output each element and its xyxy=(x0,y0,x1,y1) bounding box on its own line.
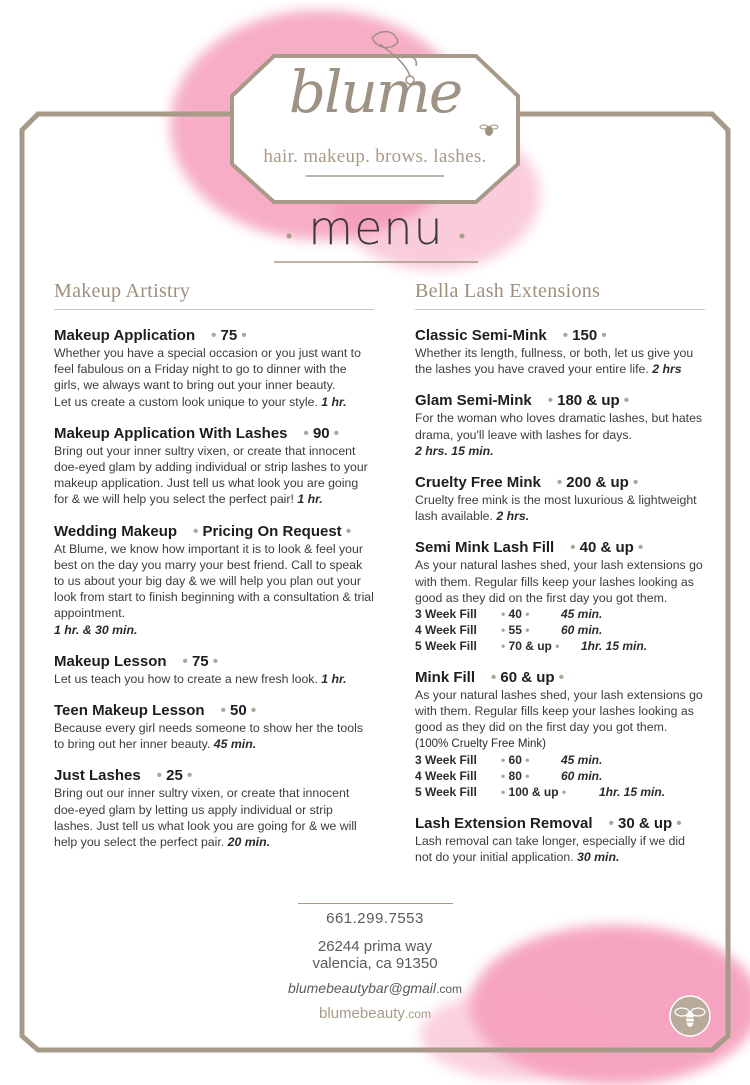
service-price: 150 xyxy=(572,327,598,344)
fill-row: 5 Week Fill • 70 & up • 1hr. 15 min. xyxy=(415,639,648,654)
service-description: Cruelty free mink is the most luxurious & lightweight lash available. xyxy=(415,493,697,524)
service-duration: 45 min. xyxy=(213,737,257,752)
email-user: blumebeautybar@gmail xyxy=(287,980,437,996)
service-name: Makeup Application xyxy=(54,327,196,344)
fill-row: 3 Week Fill • 40 • 45 min. xyxy=(415,607,603,622)
bella-lash-column xyxy=(415,280,705,879)
service-item: Classic Semi-Mink • 150 • Whether its length, fullness, or both, let us give you the lashes you have craved your entire life. 2 hrs xyxy=(415,327,694,377)
service-description: Bring out our inner sultry vixen, or create that innocent doe-eyed glam by letting us apply individual or strip lashes. Just tell us what look you are going for & we will help you select the perfect pair. xyxy=(54,786,357,850)
fill-price: 55 xyxy=(508,623,522,638)
section-heading-lash: Bella Lash Extensions xyxy=(415,280,705,310)
service-price: 50 xyxy=(230,702,247,720)
address-line-1: 26244 prima way xyxy=(317,938,433,955)
service-description: Whether you have a special occasion or you just want to feel fabulous on a Friday night to go to dinner with the girls, we always want to bring out your inner beauty. xyxy=(54,346,361,393)
service-name: Makeup Application With Lashes xyxy=(54,424,288,442)
service-item: Just Lashes • 25 • Bring out our inner sultry vixen, or create that innocent doe-eyed glam by letting us apply individual or strip lashes. Just tell us what look you are going for & we will help you select the perfect pair. 20 min. xyxy=(54,767,357,850)
service-item: Lash Extension Removal • 30 & up • Lash removal can take longer, especially if we did not do your initial application. 30 min. xyxy=(415,814,685,864)
service-item: Cruelty Free Mink • 200 & up • Cruelty free mink is the most luxurious & lightweight lash available. 2 hrs. xyxy=(415,474,697,524)
fill-label: 3 Week Fill xyxy=(415,607,477,622)
service-price: 25 xyxy=(166,767,183,785)
service-item: Mink Fill • 60 & up • As your natural lashes shed, your lash extensions go with them. Regular fills keep your lashes looking as good as they did on the first day you got them. (100% Cruelty Free Mink) 3 Week Fill • 60 • 45 min. 4 Week Fill • 80 • 60 min. 5 Week Fill • 100 & up • 1hr. 15 min. xyxy=(415,668,705,800)
service-duration: 1 hr. xyxy=(297,492,323,507)
fill-label: 4 Week Fill xyxy=(415,768,477,783)
fill-time: 1hr. 15 min. xyxy=(581,639,648,654)
address xyxy=(250,938,500,972)
service-description: At Blume, we know how important it is to look & feel your best on the day you marry your best friend. Call to speak to us about your big day & we will help you plan out your look from start to finish beginning with a consultation & trial appointment. xyxy=(54,541,374,621)
service-description: Bring out your inner sultry vixen, or create that innocent doe-eyed glam by adding individual or strip lashes to your makeup application. Just tell us what look you are going for & we will help you select the perfect pair! xyxy=(54,443,368,507)
contact-divider xyxy=(298,903,453,904)
service-price: Pricing On Request xyxy=(202,522,342,540)
fill-time: 1hr. 15 min. xyxy=(599,784,666,799)
service-description: Whether its length, fullness, or both, let us give you the lashes you have craved your entire life. xyxy=(415,346,694,377)
service-price: 40 & up xyxy=(579,539,634,557)
service-duration: 2 hrs xyxy=(652,362,682,377)
service-price: 200 & up xyxy=(566,474,629,492)
website-name: blumebeauty xyxy=(319,1005,405,1022)
service-duration: 1 hr. xyxy=(321,394,347,409)
fill-label: 3 Week Fill xyxy=(415,752,477,767)
fill-time: 60 min. xyxy=(561,768,603,783)
service-item: Glam Semi-Mink • 180 & up • For the woman who loves dramatic lashes, but hates drama, you'll leave with lashes for days. 2 hrs. 15 min. xyxy=(415,392,703,458)
service-price: 75 xyxy=(191,652,209,670)
service-duration: 30 min. xyxy=(577,849,620,864)
service-price: 30 & up xyxy=(617,814,673,832)
service-name: Glam Semi-Mink xyxy=(415,392,532,410)
service-name: Wedding Makeup xyxy=(54,522,178,540)
fill-label: 5 Week Fill xyxy=(415,784,477,799)
address-line-2: valencia, ca 91350 xyxy=(312,955,438,972)
website-domain: .com xyxy=(404,1007,431,1021)
fill-time: 45 min. xyxy=(561,607,603,622)
service-note: Let us create a custom look unique to your style. xyxy=(54,394,318,409)
service-name: Mink Fill xyxy=(415,669,475,687)
service-description: For the woman who loves dramatic lashes, but hates drama, you'll leave with lashes for days. xyxy=(415,411,703,442)
service-name: Semi Mink Lash Fill xyxy=(415,539,555,557)
fill-price: 70 & up xyxy=(508,639,552,654)
service-description: As your natural lashes shed, your lash extensions go with them. Regular fills keep your lashes looking as good as they did on the first day you got them. xyxy=(415,688,703,735)
fill-time: 60 min. xyxy=(561,623,603,638)
service-name: Makeup Lesson xyxy=(54,652,167,670)
service-note: (100% Cruelty Free Mink) xyxy=(415,737,547,750)
fill-row: 4 Week Fill • 55 • 60 min. xyxy=(415,623,603,638)
service-description: Let us teach you how to create a new fresh look. xyxy=(54,671,318,686)
fill-price: 80 xyxy=(508,768,522,783)
logo-text: blume xyxy=(288,58,462,126)
fill-price: 100 & up xyxy=(508,784,559,799)
fill-price: 40 xyxy=(508,607,522,622)
service-duration: 2 hrs. 15 min. xyxy=(415,443,494,458)
email-domain: .com xyxy=(436,982,463,996)
service-item: Makeup Application With Lashes • 90 • Bring out your inner sultry vixen, or create that innocent doe-eyed glam by adding individual or strip lashes to your makeup application. Just tell us what look you are going for & we will help you select the perfect pair! 1 hr. xyxy=(54,424,368,507)
tagline: hair. makeup. brows. lashes. xyxy=(263,146,487,167)
section-heading-makeup: Makeup Artistry xyxy=(54,280,374,310)
service-price: 75 xyxy=(220,327,238,344)
service-price: 60 & up xyxy=(500,669,555,687)
service-item: Makeup Lesson • 75 • Let us teach you how to create a new fresh look. 1 hr. xyxy=(54,652,347,686)
service-item: Semi Mink Lash Fill • 40 & up • As your natural lashes shed, your lash extensions go with them. Regular fills keep your lashes looking as good as they did on the first day you got them. 3 Week Fill • 40 • 45 min. 4 Week Fill • 55 • 60 min. 5 Week Fill • 70 & up • 1hr. 15 min. xyxy=(415,538,705,654)
fill-row: 4 Week Fill • 80 • 60 min. xyxy=(415,768,603,783)
page-title: menu xyxy=(308,201,444,255)
service-price: 90 xyxy=(312,424,330,442)
service-duration: 1 hr. xyxy=(321,671,347,686)
fill-time: 45 min. xyxy=(561,752,603,767)
service-description: Lash removal can take longer, especially if we did not do your initial application. xyxy=(415,833,685,864)
bee-icon xyxy=(668,994,712,1038)
service-description: As your natural lashes shed, your lash extensions go with them. Regular fills keep your lashes looking as good as they did on the first day you got them. xyxy=(415,558,703,605)
service-description: Because every girl needs someone to show her the tools to bring out her inner beauty. xyxy=(54,721,363,752)
service-price: 180 & up xyxy=(557,392,620,410)
phone-number[interactable]: 661.299.7553 xyxy=(326,910,424,927)
service-name: Cruelty Free Mink xyxy=(415,474,541,492)
fill-price: 60 xyxy=(508,752,522,767)
service-name: Lash Extension Removal xyxy=(415,814,593,832)
fill-row: 3 Week Fill • 60 • 45 min. xyxy=(415,752,603,767)
fill-label: 4 Week Fill xyxy=(415,623,477,638)
service-name: Just Lashes xyxy=(54,767,141,785)
service-duration: 1 hr. & 30 min. xyxy=(54,622,138,637)
service-item: Wedding Makeup • Pricing On Request • At Blume, we know how important it is to look & feel your best on the day you marry your best friend. Call to speak to us about your big day & we will help you plan out your look from start to finish beginning with a consultation & trial appointment. 1 hr. & 30 min. xyxy=(54,522,374,637)
service-duration: 2 hrs. xyxy=(496,509,530,524)
service-item: Makeup Application • 75 • Whether you have a special occasion or you just want to feel fabulous on a Friday night to go to dinner with the girls, we always want to bring out your inner beauty. Let us create a custom look unique to your style. 1 hr. xyxy=(54,327,361,409)
fill-label: 5 Week Fill xyxy=(415,639,477,654)
service-name: Teen Makeup Lesson xyxy=(54,702,205,720)
service-duration: 20 min. xyxy=(227,835,271,850)
fill-row: 5 Week Fill • 100 & up • 1hr. 15 min. xyxy=(415,784,666,799)
service-name: Classic Semi-Mink xyxy=(415,327,547,344)
makeup-artistry-column xyxy=(54,280,374,864)
website-link[interactable] xyxy=(250,1005,500,1022)
email-link[interactable] xyxy=(250,980,500,996)
service-item: Teen Makeup Lesson • 50 • Because every girl needs someone to show her the tools to bring out her inner beauty. 45 min. xyxy=(54,702,363,752)
